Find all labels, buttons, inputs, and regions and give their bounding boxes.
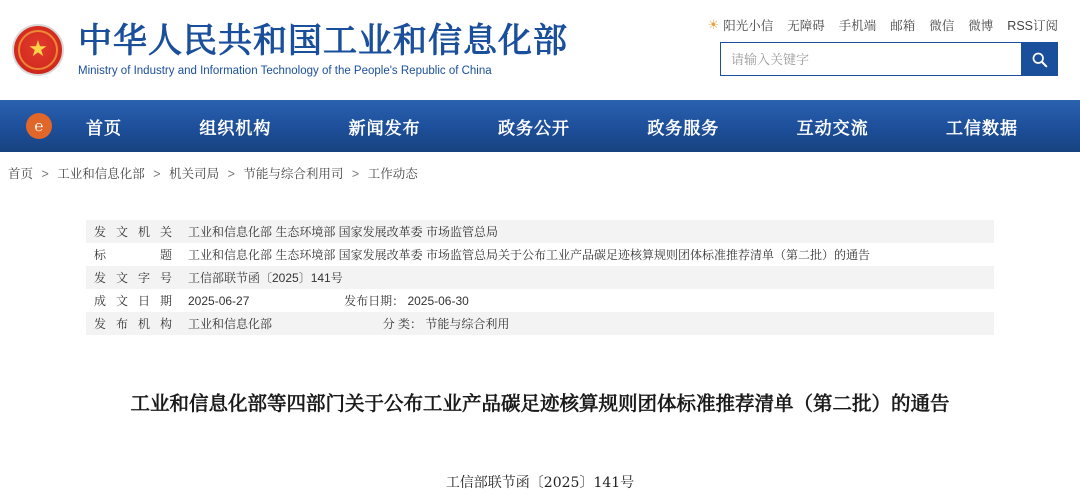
search-box xyxy=(720,42,1058,76)
site-title-block xyxy=(78,20,568,78)
site-title-cn: 中华人民共和国工业和信息化部 xyxy=(78,20,568,61)
nav-item-data[interactable]: 工信数据 xyxy=(945,118,1018,139)
site-title-en: Ministry of Industry and Information Technology of the People's Republic of China xyxy=(78,65,492,78)
search-button[interactable] xyxy=(1021,43,1057,75)
nav-item-government-services[interactable]: 政务服务 xyxy=(647,118,720,139)
national-emblem-icon xyxy=(12,24,64,76)
breadcrumb-item-miit[interactable]: 工业和信息化部 xyxy=(57,167,145,181)
meta-label-title: 标 题 xyxy=(94,248,172,262)
article-content xyxy=(0,220,1080,492)
nav-item-news[interactable]: 新闻发布 xyxy=(348,118,421,139)
util-link-sunshine[interactable]: 阳光小信 xyxy=(723,19,774,33)
meta-value-title: 工业和信息化部 生态环境部 国家发展改革委 市场监管总局关于公布工业产品碳足迹核算规则团体标准推荐清单（第二批）的通告 xyxy=(188,248,871,262)
meta-label-doc-number: 发文字号 xyxy=(94,271,172,285)
meta-label-category: 分 类 xyxy=(382,317,411,331)
meta-value-publish-date: 2025-06-30 xyxy=(407,294,469,308)
util-link-accessibility[interactable]: 无障碍 xyxy=(787,19,825,33)
nav-item-government-affairs-disclosure[interactable]: 政务公开 xyxy=(497,118,570,139)
meta-label-written-date: 成文日期 xyxy=(94,294,172,308)
site-logo[interactable] xyxy=(0,20,568,78)
breadcrumb-separator: > xyxy=(153,167,161,181)
meta-label-issuer: 发文机关 xyxy=(94,225,172,239)
utility-links xyxy=(708,16,1058,34)
breadcrumb-item-work-updates[interactable]: 工作动态 xyxy=(367,167,418,181)
meta-value-issuer: 工业和信息化部 生态环境部 国家发展改革委 市场监管总局 xyxy=(188,225,499,239)
page-title: 工业和信息化部等四部门关于公布工业产品碳足迹核算规则团体标准推荐清单（第二批）的通告 xyxy=(130,392,950,415)
nav-item-home[interactable]: 首页 xyxy=(86,118,122,139)
breadcrumb-separator: > xyxy=(351,167,360,181)
util-link-mobile[interactable]: 手机端 xyxy=(838,19,877,33)
breadcrumb-item-departments[interactable]: 机关司局 xyxy=(169,167,220,181)
document-meta-table xyxy=(86,220,994,335)
meta-value-publisher: 工业和信息化部 分 类： 节能与综合利用 xyxy=(188,317,510,331)
site-header xyxy=(0,0,1080,100)
meta-value-category: 节能与综合利用 xyxy=(425,317,510,331)
util-link-weibo[interactable]: 微博 xyxy=(968,19,994,33)
breadcrumb-separator: > xyxy=(227,167,235,181)
util-link-mail[interactable]: 邮箱 xyxy=(890,19,916,33)
meta-value-doc-number: 工信部联节函〔2025〕141号 xyxy=(188,271,343,285)
miit-logo-icon: ℮ xyxy=(26,113,52,139)
written-date-value: 2025-06-27 xyxy=(188,294,250,308)
nav-item-organization[interactable]: 组织机构 xyxy=(199,118,272,139)
search-icon xyxy=(1031,51,1048,68)
emblem-star-icon: ★ xyxy=(28,36,48,62)
nav-item-interaction[interactable]: 互动交流 xyxy=(796,118,869,139)
meta-label-publish-date: 发布日期 xyxy=(344,294,393,308)
util-link-rss[interactable]: RSS订阅 xyxy=(1007,19,1058,33)
breadcrumb-item-home[interactable]: 首页 xyxy=(8,167,34,181)
table-row xyxy=(86,289,994,312)
sun-icon: ☀ xyxy=(707,17,720,32)
table-row xyxy=(86,312,994,335)
table-row xyxy=(86,243,994,266)
breadcrumb xyxy=(0,152,1080,182)
meta-label-publisher: 发布机构 xyxy=(94,317,172,331)
table-row xyxy=(86,220,994,243)
search-input[interactable] xyxy=(721,43,1021,75)
publisher-value: 工业和信息化部 xyxy=(188,317,273,331)
breadcrumb-separator: > xyxy=(41,167,49,181)
main-nav xyxy=(0,100,1080,152)
meta-value-written-date: 2025-06-27 发布日期： 2025-06-30 xyxy=(188,294,469,308)
nav-items xyxy=(70,114,1054,139)
util-link-wechat[interactable]: 微信 xyxy=(929,19,955,33)
table-row xyxy=(86,266,994,289)
breadcrumb-item-energy-conservation-dept[interactable]: 节能与综合利用司 xyxy=(243,167,344,181)
article-doc-number: 工信部联节函〔2025〕141号 xyxy=(445,475,635,492)
